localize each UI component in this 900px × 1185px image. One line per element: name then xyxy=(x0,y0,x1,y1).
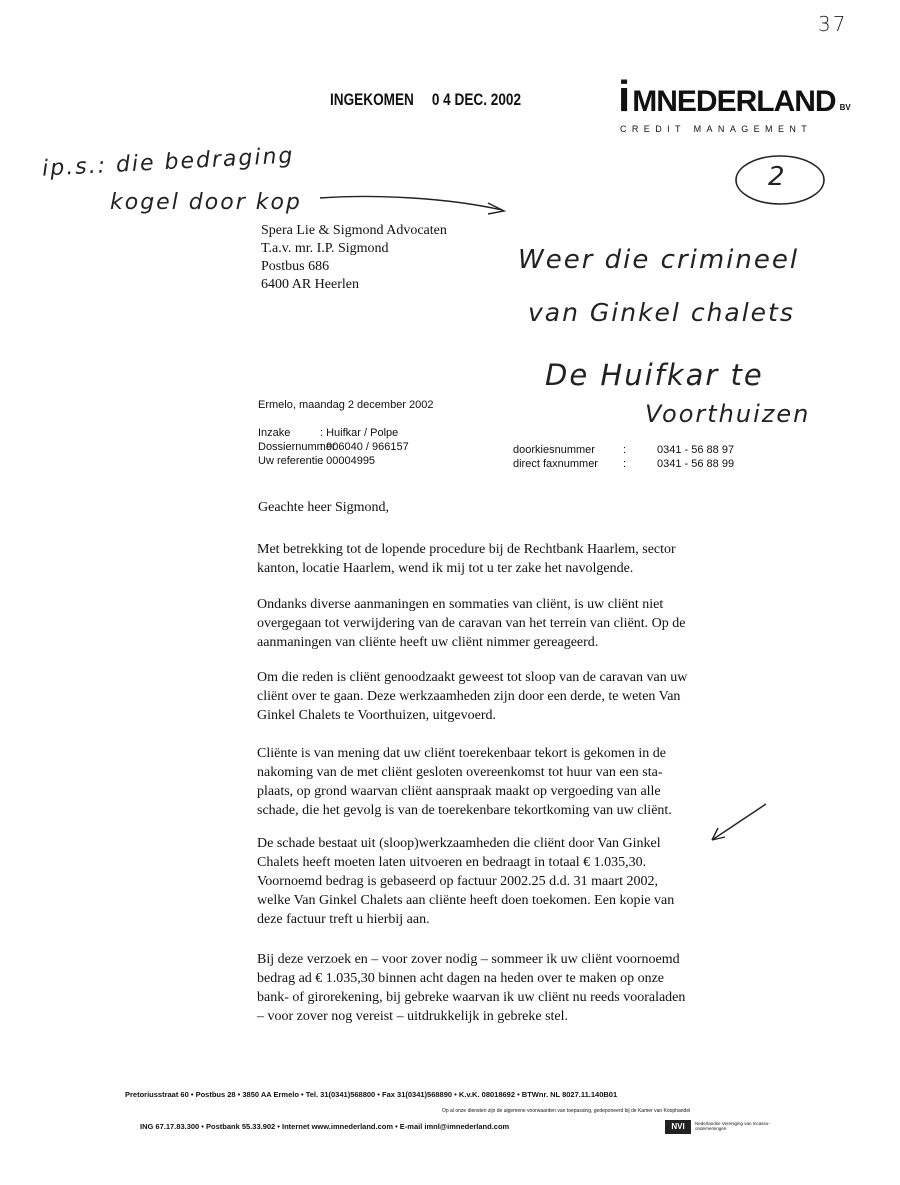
recipient-line: Postbus 686 xyxy=(261,259,330,274)
logo-name: MNEDERLAND xyxy=(632,85,836,118)
handwritten-note-right-2: van Ginkel chalets xyxy=(528,298,795,327)
paragraph-line: – voor zover nog vereist – uitdrukkelijk in gebreke stel. xyxy=(257,1009,569,1024)
paragraph-line: nakoming van de met cliënt gesloten overeenkomst tot huur van een sta- xyxy=(257,765,663,780)
salutation: Geachte heer Sigmond, xyxy=(258,500,390,515)
stamp-date: 0 4 DEC. 2002 xyxy=(431,90,522,109)
inzake-value: : Huifkar / Polpe xyxy=(320,427,399,439)
reference-block xyxy=(258,426,409,468)
paragraph xyxy=(257,595,737,652)
badge-text: NVI xyxy=(671,1122,685,1131)
paragraph-line: welke Van Ginkel Chalets aan cliënte heeft doen toekomen. Een kopie van xyxy=(257,893,675,908)
page-number: 37 xyxy=(818,12,848,36)
recipient-line: Spera Lie & Sigmond Advocaten xyxy=(261,223,447,238)
logo-suffix: BV xyxy=(839,102,851,112)
footer-badge-caption: Nederlandse Vereniging van Incasso-ondernemingen xyxy=(695,1121,770,1131)
logo-tagline: CREDIT MANAGEMENT xyxy=(620,124,813,134)
handwritten-note-right-4: Voorthuizen xyxy=(645,400,811,428)
dossier-label: Dossiernummer xyxy=(258,441,336,453)
handwritten-note-top-1: ip.s.: die bedraging xyxy=(41,143,295,182)
footer-terms: Op al onze diensten zijn de algemene voorwaarden van toepassing, gedeponeerd bij de Kamer van Koophandel xyxy=(442,1108,691,1114)
paragraph-line: Cliënte is van mening dat uw cliënt toerekenbaar tekort is gekomen in de xyxy=(257,746,666,761)
circled-number: 2 xyxy=(768,162,787,192)
footer-address: Pretoriusstraat 60 • Postbus 28 • 3850 AA Ermelo • Tel. 31(0341)568800 • Fax 31(0341)568890 • K.v.K. 08018692 • BTWnr. NL 8027.11.140B01 xyxy=(125,1090,618,1099)
paragraph-line: plaats, op grond waarvan cliënt aanspraak maakt op vergoeding van alle xyxy=(257,784,661,799)
paragraph-line: Voornoemd bedrag is gebaseerd op factuur 2002.25 d.d. 31 maart 2002, xyxy=(257,874,658,889)
margin-arrow-icon xyxy=(704,800,774,850)
inzake-label: Inzake xyxy=(258,427,291,439)
paragraph xyxy=(257,540,737,578)
recipient-line: 6400 AR Heerlen xyxy=(261,277,359,292)
footer-bank: ING 67.17.83.300 • Postbank 55.33.902 • Internet www.imnederland.com • E-mail imnl@imnederland.com xyxy=(140,1122,510,1131)
fax-label: direct faxnummer xyxy=(513,458,598,470)
paragraph-line: schade, die het gevolg is van de toerekenbare tekortkoming van uw cliënt. xyxy=(257,803,672,818)
handwritten-note-right-3: De Huifkar te xyxy=(545,358,764,392)
paragraph xyxy=(257,668,737,725)
paragraph-line: bedrag ad € 1.035,30 binnen acht dagen na heden over te maken op onze xyxy=(257,971,665,986)
recipient-address xyxy=(261,222,447,294)
paragraph-line: Met betrekking tot de lopende procedure bij de Rechtbank Haarlem, sector xyxy=(257,542,676,557)
phone-label: doorkiesnummer xyxy=(513,444,595,456)
contact-block: doorkiesnummer : 0341 - 56 88 97 direct faxnummer : 0341 - 56 88 99 xyxy=(513,444,735,470)
paragraph-line: cliënt over te gaan. Deze werkzaamheden zijn door een derde, te weten Van xyxy=(257,689,681,704)
stamp-label: INGEKOMEN xyxy=(330,90,414,109)
paragraph-line: aanmaningen van cliënte heeft uw cliënt nimmer gereageerd. xyxy=(257,635,599,650)
paragraph-line: De schade bestaat uit (sloop)werkzaamheden die cliënt door Van Ginkel xyxy=(257,836,661,851)
footer-badge xyxy=(665,1120,691,1134)
paragraph-line: overgegaan tot verwijdering van de caravan van het terrein van cliënt. Op de xyxy=(257,616,686,631)
phone-value: 0341 - 56 88 97 xyxy=(657,444,735,456)
handwritten-note-top-2: kogel door kop xyxy=(110,190,302,215)
fax-value: 0341 - 56 88 99 xyxy=(657,458,735,470)
recipient-line: T.a.v. mr. I.P. Sigmond xyxy=(261,241,389,256)
reference-label: Uw referentie xyxy=(258,455,324,467)
letter-date: Ermelo, maandag 2 december 2002 xyxy=(258,399,434,411)
received-stamp xyxy=(330,90,521,110)
paragraph-line: deze factuur treft u hierbij aan. xyxy=(257,912,430,927)
paragraph xyxy=(257,950,737,1026)
paragraph-line: Chalets heeft moeten laten uitvoeren en bedraagt in totaal € 1.035,30. xyxy=(257,855,647,870)
logo-mark: i xyxy=(618,72,629,121)
paragraph xyxy=(257,834,737,929)
paragraph xyxy=(257,744,737,820)
reference-value: : 00004995 xyxy=(320,455,376,467)
dossier-value: : 906040 / 966157 xyxy=(320,441,409,453)
paragraph-line: Om die reden is cliënt genoodzaakt geweest tot sloop van de caravan van uw xyxy=(257,670,688,685)
paragraph-line: kanton, locatie Haarlem, wend ik mij tot u ter zake het navolgende. xyxy=(257,561,634,576)
paragraph-line: Ginkel Chalets te Voorthuizen, uitgevoerd. xyxy=(257,708,496,723)
handwritten-note-right-1: Weer die crimineel xyxy=(518,245,800,275)
arrow-icon xyxy=(318,192,508,222)
paragraph-line: bank- of girorekening, bij gebreke waarvan ik uw cliënt nu reeds vooraladen xyxy=(257,990,686,1005)
company-logo xyxy=(618,72,851,122)
paragraph-line: Ondanks diverse aanmaningen en sommaties van cliënt, is uw cliënt niet xyxy=(257,597,664,612)
paragraph-line: Bij deze verzoek en – voor zover nodig – sommeer ik uw cliënt voornoemd xyxy=(257,952,680,967)
